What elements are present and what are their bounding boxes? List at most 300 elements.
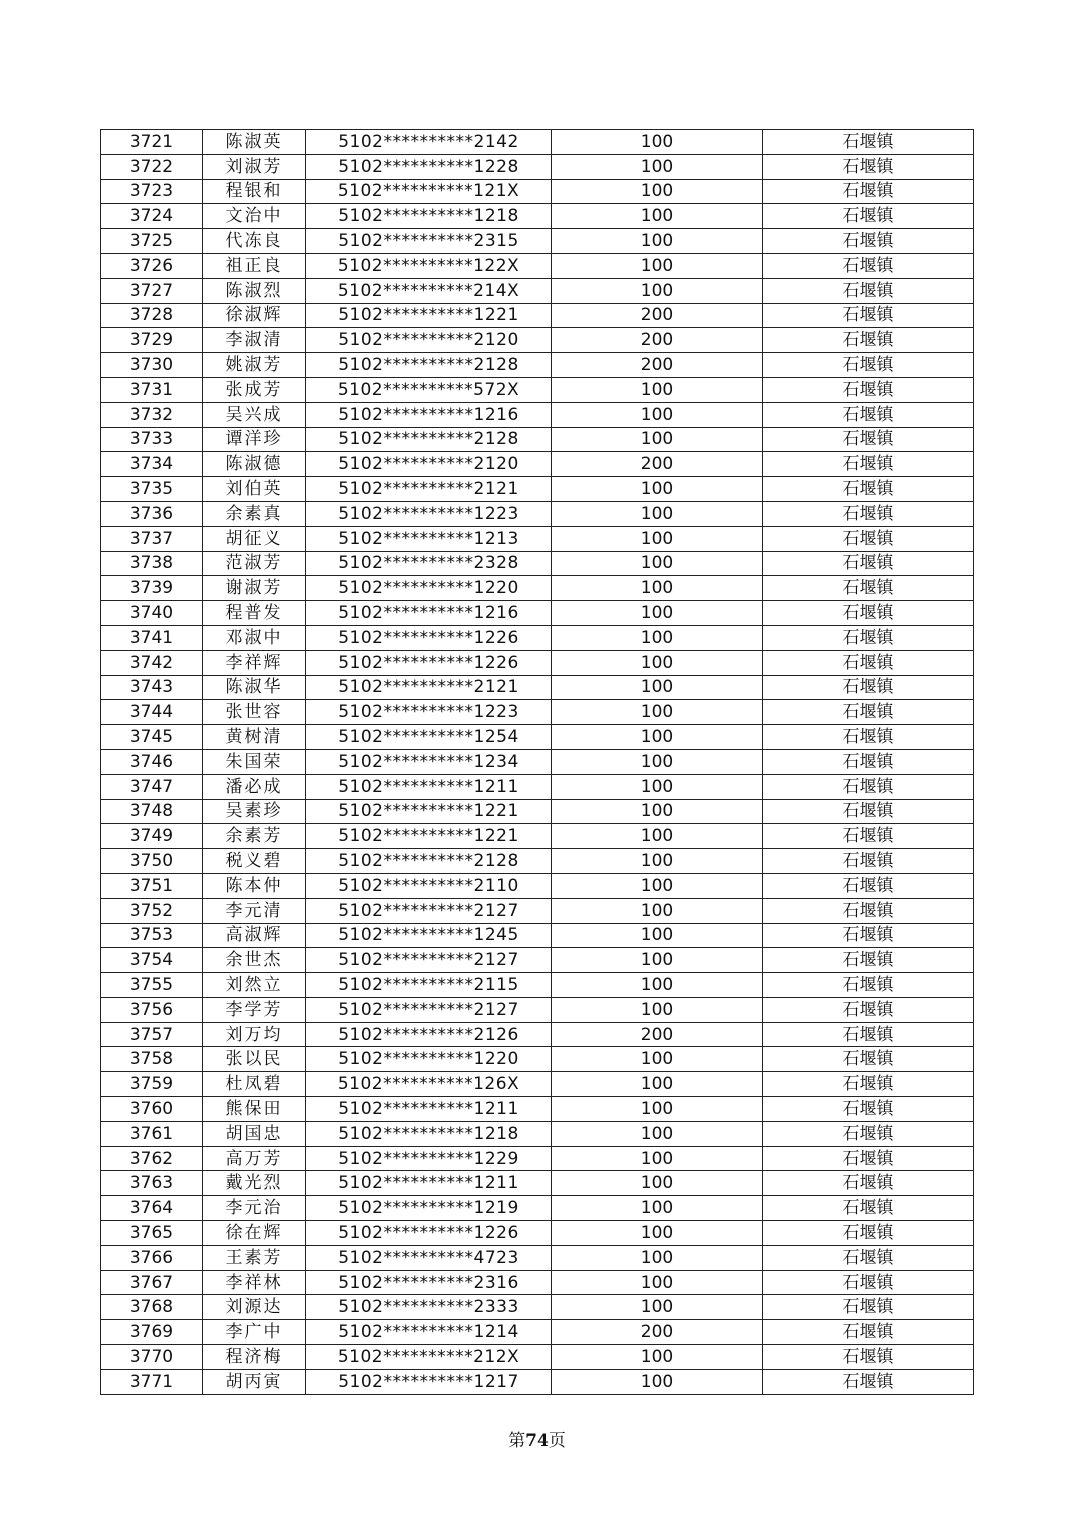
amount-cell: 200 (552, 353, 763, 378)
row-number-cell: 3757 (101, 1022, 203, 1047)
row-number-cell: 3758 (101, 1047, 203, 1072)
amount-cell: 100 (552, 725, 763, 750)
amount-cell: 200 (552, 1320, 763, 1345)
table-row (101, 1221, 974, 1246)
row-number-cell: 3734 (101, 452, 203, 477)
id-number-cell: 5102**********1226 (306, 650, 552, 675)
table-row (101, 799, 974, 824)
row-number-cell: 3736 (101, 501, 203, 526)
town-cell: 石堰镇 (763, 601, 974, 626)
row-number-cell: 3765 (101, 1221, 203, 1246)
name-cell: 张成芳 (203, 377, 306, 402)
town-cell: 石堰镇 (763, 130, 974, 155)
row-number-cell: 3771 (101, 1369, 203, 1394)
amount-cell: 100 (552, 700, 763, 725)
id-number-cell: 5102**********1254 (306, 725, 552, 750)
amount-cell: 100 (552, 278, 763, 303)
town-cell: 石堰镇 (763, 700, 974, 725)
amount-cell: 100 (552, 973, 763, 998)
amount-cell: 100 (552, 551, 763, 576)
amount-cell: 100 (552, 179, 763, 204)
town-cell: 石堰镇 (763, 1369, 974, 1394)
table-row (101, 353, 974, 378)
town-cell: 石堰镇 (763, 1196, 974, 1221)
town-cell: 石堰镇 (763, 849, 974, 874)
table-row (101, 824, 974, 849)
name-cell: 余世杰 (203, 948, 306, 973)
row-number-cell: 3723 (101, 179, 203, 204)
name-cell: 徐在辉 (203, 1221, 306, 1246)
town-cell: 石堰镇 (763, 1146, 974, 1171)
amount-cell: 100 (552, 1146, 763, 1171)
name-cell: 胡国忠 (203, 1121, 306, 1146)
name-cell: 李元清 (203, 898, 306, 923)
row-number-cell: 3733 (101, 427, 203, 452)
name-cell: 刘淑芳 (203, 154, 306, 179)
table-row (101, 1097, 974, 1122)
name-cell: 程普发 (203, 601, 306, 626)
name-cell: 黄树清 (203, 725, 306, 750)
name-cell: 高万芳 (203, 1146, 306, 1171)
row-number-cell: 3750 (101, 849, 203, 874)
table-row (101, 898, 974, 923)
table-row (101, 1022, 974, 1047)
row-number-cell: 3730 (101, 353, 203, 378)
town-cell: 石堰镇 (763, 774, 974, 799)
town-cell: 石堰镇 (763, 204, 974, 229)
id-number-cell: 5102**********2127 (306, 997, 552, 1022)
town-cell: 石堰镇 (763, 452, 974, 477)
row-number-cell: 3729 (101, 328, 203, 353)
id-number-cell: 5102**********1211 (306, 1097, 552, 1122)
amount-cell: 100 (552, 799, 763, 824)
row-number-cell: 3759 (101, 1072, 203, 1097)
name-cell: 张世容 (203, 700, 306, 725)
table-row (101, 973, 974, 998)
roster-table-body (101, 130, 974, 1395)
name-cell: 谢淑芳 (203, 576, 306, 601)
name-cell: 陈淑华 (203, 675, 306, 700)
name-cell: 高淑辉 (203, 923, 306, 948)
table-row (101, 452, 974, 477)
amount-cell: 200 (552, 303, 763, 328)
row-number-cell: 3752 (101, 898, 203, 923)
row-number-cell: 3740 (101, 601, 203, 626)
table-row (101, 204, 974, 229)
town-cell: 石堰镇 (763, 278, 974, 303)
name-cell: 王素芳 (203, 1245, 306, 1270)
name-cell: 范淑芳 (203, 551, 306, 576)
town-cell: 石堰镇 (763, 824, 974, 849)
page-number: 74 (525, 1431, 549, 1451)
id-number-cell: 5102**********1220 (306, 576, 552, 601)
table-row (101, 997, 974, 1022)
name-cell: 李淑清 (203, 328, 306, 353)
id-number-cell: 5102**********2128 (306, 353, 552, 378)
amount-cell: 100 (552, 229, 763, 254)
name-cell: 陈淑德 (203, 452, 306, 477)
roster-table (100, 129, 974, 1395)
id-number-cell: 5102**********2127 (306, 898, 552, 923)
row-number-cell: 3732 (101, 402, 203, 427)
table-row (101, 725, 974, 750)
id-number-cell: 5102**********1216 (306, 601, 552, 626)
amount-cell: 100 (552, 501, 763, 526)
amount-cell: 200 (552, 452, 763, 477)
table-row (101, 873, 974, 898)
row-number-cell: 3747 (101, 774, 203, 799)
name-cell: 李祥林 (203, 1270, 306, 1295)
town-cell: 石堰镇 (763, 501, 974, 526)
id-number-cell: 5102**********1226 (306, 625, 552, 650)
id-number-cell: 5102**********122X (306, 253, 552, 278)
name-cell: 代冻良 (203, 229, 306, 254)
page-suffix: 页 (548, 1431, 566, 1451)
amount-cell: 100 (552, 130, 763, 155)
town-cell: 石堰镇 (763, 1097, 974, 1122)
amount-cell: 200 (552, 1022, 763, 1047)
amount-cell: 100 (552, 923, 763, 948)
amount-cell: 100 (552, 253, 763, 278)
name-cell: 杜凤碧 (203, 1072, 306, 1097)
id-number-cell: 5102**********2315 (306, 229, 552, 254)
id-number-cell: 5102**********1220 (306, 1047, 552, 1072)
table-row (101, 551, 974, 576)
town-cell: 石堰镇 (763, 253, 974, 278)
town-cell: 石堰镇 (763, 229, 974, 254)
table-row (101, 1196, 974, 1221)
id-number-cell: 5102**********2328 (306, 551, 552, 576)
id-number-cell: 5102**********1219 (306, 1196, 552, 1221)
town-cell: 石堰镇 (763, 328, 974, 353)
town-cell: 石堰镇 (763, 303, 974, 328)
town-cell: 石堰镇 (763, 625, 974, 650)
table-row (101, 849, 974, 874)
amount-cell: 100 (552, 1245, 763, 1270)
town-cell: 石堰镇 (763, 402, 974, 427)
amount-cell: 100 (552, 873, 763, 898)
amount-cell: 100 (552, 948, 763, 973)
name-cell: 刘然立 (203, 973, 306, 998)
table-row (101, 576, 974, 601)
name-cell: 李学芳 (203, 997, 306, 1022)
id-number-cell: 5102**********1221 (306, 824, 552, 849)
id-number-cell: 5102**********1216 (306, 402, 552, 427)
name-cell: 李祥辉 (203, 650, 306, 675)
table-row (101, 1171, 974, 1196)
row-number-cell: 3755 (101, 973, 203, 998)
amount-cell: 100 (552, 1295, 763, 1320)
name-cell: 戴光烈 (203, 1171, 306, 1196)
name-cell: 余素真 (203, 501, 306, 526)
town-cell: 石堰镇 (763, 576, 974, 601)
amount-cell: 100 (552, 1072, 763, 1097)
table-row (101, 1146, 974, 1171)
id-number-cell: 5102**********1217 (306, 1369, 552, 1394)
row-number-cell: 3742 (101, 650, 203, 675)
id-number-cell: 5102**********1223 (306, 700, 552, 725)
id-number-cell: 5102**********1234 (306, 749, 552, 774)
town-cell: 石堰镇 (763, 179, 974, 204)
town-cell: 石堰镇 (763, 1221, 974, 1246)
id-number-cell: 5102**********2333 (306, 1295, 552, 1320)
table-row (101, 278, 974, 303)
table-row (101, 923, 974, 948)
id-number-cell: 5102**********1245 (306, 923, 552, 948)
id-number-cell: 5102**********1213 (306, 526, 552, 551)
row-number-cell: 3769 (101, 1320, 203, 1345)
row-number-cell: 3739 (101, 576, 203, 601)
town-cell: 石堰镇 (763, 1270, 974, 1295)
row-number-cell: 3770 (101, 1345, 203, 1370)
town-cell: 石堰镇 (763, 1171, 974, 1196)
table-row (101, 130, 974, 155)
name-cell: 邓淑中 (203, 625, 306, 650)
id-number-cell: 5102**********2121 (306, 477, 552, 502)
town-cell: 石堰镇 (763, 725, 974, 750)
row-number-cell: 3724 (101, 204, 203, 229)
id-number-cell: 5102**********1229 (306, 1146, 552, 1171)
row-number-cell: 3760 (101, 1097, 203, 1122)
id-number-cell: 5102**********1223 (306, 501, 552, 526)
row-number-cell: 3743 (101, 675, 203, 700)
row-number-cell: 3763 (101, 1171, 203, 1196)
amount-cell: 100 (552, 204, 763, 229)
town-cell: 石堰镇 (763, 1320, 974, 1345)
town-cell: 石堰镇 (763, 154, 974, 179)
table-row (101, 675, 974, 700)
row-number-cell: 3761 (101, 1121, 203, 1146)
amount-cell: 100 (552, 1345, 763, 1370)
table-row (101, 625, 974, 650)
table-row (101, 154, 974, 179)
name-cell: 祖正良 (203, 253, 306, 278)
town-cell: 石堰镇 (763, 675, 974, 700)
row-number-cell: 3764 (101, 1196, 203, 1221)
id-number-cell: 5102**********2115 (306, 973, 552, 998)
table-row (101, 1072, 974, 1097)
name-cell: 胡丙寅 (203, 1369, 306, 1394)
name-cell: 朱国荣 (203, 749, 306, 774)
amount-cell: 100 (552, 625, 763, 650)
town-cell: 石堰镇 (763, 526, 974, 551)
table-row (101, 179, 974, 204)
table-row (101, 303, 974, 328)
amount-cell: 100 (552, 997, 763, 1022)
amount-cell: 100 (552, 898, 763, 923)
row-number-cell: 3727 (101, 278, 203, 303)
row-number-cell: 3754 (101, 948, 203, 973)
amount-cell: 100 (552, 1097, 763, 1122)
table-row (101, 477, 974, 502)
row-number-cell: 3737 (101, 526, 203, 551)
town-cell: 石堰镇 (763, 1022, 974, 1047)
row-number-cell: 3728 (101, 303, 203, 328)
name-cell: 吴素珍 (203, 799, 306, 824)
page-footer (0, 1430, 1074, 1452)
town-cell: 石堰镇 (763, 1245, 974, 1270)
row-number-cell: 3726 (101, 253, 203, 278)
row-number-cell: 3725 (101, 229, 203, 254)
row-number-cell: 3746 (101, 749, 203, 774)
table-row (101, 501, 974, 526)
town-cell: 石堰镇 (763, 923, 974, 948)
table-row (101, 1047, 974, 1072)
table-row (101, 328, 974, 353)
name-cell: 余素芳 (203, 824, 306, 849)
table-row (101, 1369, 974, 1394)
amount-cell: 100 (552, 1221, 763, 1246)
id-number-cell: 5102**********1226 (306, 1221, 552, 1246)
row-number-cell: 3766 (101, 1245, 203, 1270)
amount-cell: 100 (552, 427, 763, 452)
amount-cell: 100 (552, 675, 763, 700)
table-row (101, 253, 974, 278)
amount-cell: 200 (552, 328, 763, 353)
table-row (101, 700, 974, 725)
town-cell: 石堰镇 (763, 477, 974, 502)
row-number-cell: 3751 (101, 873, 203, 898)
row-number-cell: 3721 (101, 130, 203, 155)
id-number-cell: 5102**********1228 (306, 154, 552, 179)
id-number-cell: 5102**********212X (306, 1345, 552, 1370)
town-cell: 石堰镇 (763, 1121, 974, 1146)
id-number-cell: 5102**********2316 (306, 1270, 552, 1295)
amount-cell: 100 (552, 749, 763, 774)
id-number-cell: 5102**********2127 (306, 948, 552, 973)
table-row (101, 377, 974, 402)
row-number-cell: 3744 (101, 700, 203, 725)
amount-cell: 100 (552, 1369, 763, 1394)
amount-cell: 100 (552, 477, 763, 502)
table-row (101, 601, 974, 626)
id-number-cell: 5102**********1214 (306, 1320, 552, 1345)
amount-cell: 100 (552, 774, 763, 799)
town-cell: 石堰镇 (763, 1047, 974, 1072)
table-row (101, 526, 974, 551)
name-cell: 程济梅 (203, 1345, 306, 1370)
row-number-cell: 3762 (101, 1146, 203, 1171)
row-number-cell: 3749 (101, 824, 203, 849)
row-number-cell: 3745 (101, 725, 203, 750)
amount-cell: 100 (552, 601, 763, 626)
row-number-cell: 3767 (101, 1270, 203, 1295)
id-number-cell: 5102**********1211 (306, 1171, 552, 1196)
row-number-cell: 3741 (101, 625, 203, 650)
table-row (101, 1121, 974, 1146)
name-cell: 程银和 (203, 179, 306, 204)
row-number-cell: 3738 (101, 551, 203, 576)
id-number-cell: 5102**********1218 (306, 204, 552, 229)
name-cell: 文治中 (203, 204, 306, 229)
name-cell: 徐淑辉 (203, 303, 306, 328)
id-number-cell: 5102**********121X (306, 179, 552, 204)
id-number-cell: 5102**********2120 (306, 328, 552, 353)
id-number-cell: 5102**********4723 (306, 1245, 552, 1270)
name-cell: 李广中 (203, 1320, 306, 1345)
table-row (101, 948, 974, 973)
name-cell: 刘万均 (203, 1022, 306, 1047)
town-cell: 石堰镇 (763, 427, 974, 452)
row-number-cell: 3731 (101, 377, 203, 402)
amount-cell: 100 (552, 377, 763, 402)
id-number-cell: 5102**********2126 (306, 1022, 552, 1047)
table-row (101, 749, 974, 774)
town-cell: 石堰镇 (763, 948, 974, 973)
table-row (101, 650, 974, 675)
town-cell: 石堰镇 (763, 353, 974, 378)
town-cell: 石堰镇 (763, 898, 974, 923)
name-cell: 李元治 (203, 1196, 306, 1221)
row-number-cell: 3735 (101, 477, 203, 502)
town-cell: 石堰镇 (763, 749, 974, 774)
town-cell: 石堰镇 (763, 650, 974, 675)
row-number-cell: 3768 (101, 1295, 203, 1320)
name-cell: 刘伯英 (203, 477, 306, 502)
town-cell: 石堰镇 (763, 1345, 974, 1370)
id-number-cell: 5102**********1211 (306, 774, 552, 799)
id-number-cell: 5102**********2142 (306, 130, 552, 155)
town-cell: 石堰镇 (763, 1295, 974, 1320)
amount-cell: 100 (552, 650, 763, 675)
town-cell: 石堰镇 (763, 377, 974, 402)
table-row (101, 1320, 974, 1345)
id-number-cell: 5102**********2121 (306, 675, 552, 700)
id-number-cell: 5102**********214X (306, 278, 552, 303)
table-row (101, 427, 974, 452)
id-number-cell: 5102**********2128 (306, 427, 552, 452)
name-cell: 刘源达 (203, 1295, 306, 1320)
id-number-cell: 5102**********1221 (306, 799, 552, 824)
town-cell: 石堰镇 (763, 997, 974, 1022)
id-number-cell: 5102**********126X (306, 1072, 552, 1097)
name-cell: 税义碧 (203, 849, 306, 874)
name-cell: 谭洋珍 (203, 427, 306, 452)
name-cell: 吴兴成 (203, 402, 306, 427)
town-cell: 石堰镇 (763, 799, 974, 824)
row-number-cell: 3756 (101, 997, 203, 1022)
amount-cell: 100 (552, 1171, 763, 1196)
amount-cell: 100 (552, 154, 763, 179)
name-cell: 胡征义 (203, 526, 306, 551)
id-number-cell: 5102**********1218 (306, 1121, 552, 1146)
table-row (101, 774, 974, 799)
name-cell: 姚淑芳 (203, 353, 306, 378)
town-cell: 石堰镇 (763, 551, 974, 576)
row-number-cell: 3753 (101, 923, 203, 948)
name-cell: 张以民 (203, 1047, 306, 1072)
table-row (101, 229, 974, 254)
id-number-cell: 5102**********572X (306, 377, 552, 402)
id-number-cell: 5102**********2128 (306, 849, 552, 874)
table-row (101, 1270, 974, 1295)
amount-cell: 100 (552, 576, 763, 601)
id-number-cell: 5102**********2120 (306, 452, 552, 477)
name-cell: 潘必成 (203, 774, 306, 799)
page-prefix: 第 (508, 1431, 526, 1451)
table-row (101, 1295, 974, 1320)
name-cell: 陈本仲 (203, 873, 306, 898)
table-row (101, 402, 974, 427)
town-cell: 石堰镇 (763, 873, 974, 898)
name-cell: 熊保田 (203, 1097, 306, 1122)
amount-cell: 100 (552, 1121, 763, 1146)
table-row (101, 1345, 974, 1370)
table-row (101, 1245, 974, 1270)
name-cell: 陈淑烈 (203, 278, 306, 303)
id-number-cell: 5102**********1221 (306, 303, 552, 328)
row-number-cell: 3722 (101, 154, 203, 179)
